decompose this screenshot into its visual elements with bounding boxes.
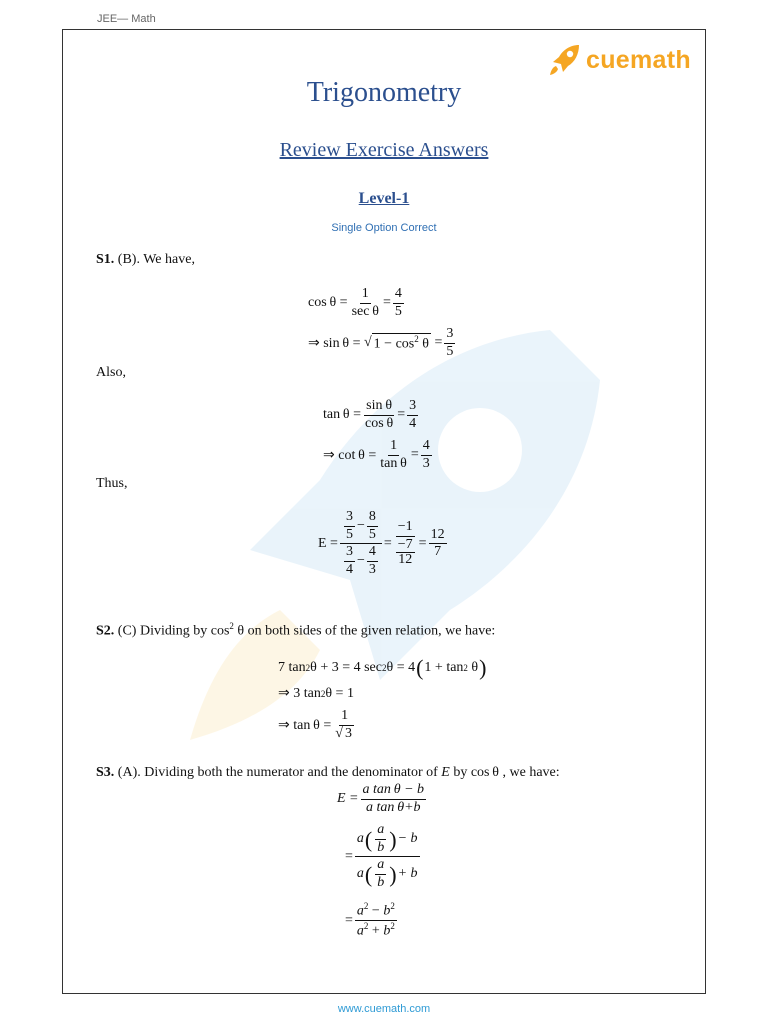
s1-thus: Thus,: [96, 476, 128, 491]
rocket-logo-icon: [546, 42, 582, 78]
s2-eq-tan: ⇒ tan θ = $\frac{1}{√ 3}$: [278, 708, 352, 741]
section-subtitle: Review Exercise Answers: [279, 139, 489, 161]
cuemath-logo: cuemath: [546, 42, 691, 78]
footer-url: www.cuemath.com: [337, 1003, 431, 1015]
s1-eq-E: E = 3 5 − $\frac{8}{5}$ 3 4 − $\frac{4}{3}$ = −1 −7 12 = $\frac{12}{7}$: [318, 509, 445, 578]
running-header: JEE— Math: [97, 13, 156, 25]
s3-eq-ab: = a ( a b ) − b a ( a b ) + b: [345, 822, 418, 891]
page-title: Trigonometry: [306, 77, 462, 108]
s1-intro: S1. (B). We have,: [96, 252, 195, 267]
s3-eq-E: E = $\frac{\text{a tan θ − b}}{\text{a tan θ+b}}$: [337, 782, 425, 815]
s1-eq-sin: ⇒ sin θ = √ $1 - \cos^2 \theta$ = $\frac{3}{5}$: [308, 326, 454, 359]
s2-eq-main: 7 tan 2 θ + 3 = 4 sec 2 θ = 4 ( 1 + tan 2 θ ): [278, 655, 487, 680]
s3-eq-result: = $\frac{a^2 - b^2}{a^2 + b^2}$: [345, 901, 395, 939]
level-heading: Level-1: [358, 190, 410, 207]
s3-intro: S3. (A). Dividing both the numerator and the denominator of E by cos θ , we have:: [96, 765, 560, 780]
s1-eq-cos: cos θ = 1 sec θ = $\frac{4}{5}$: [308, 286, 402, 319]
s1-eq-tan: tan θ = $\frac{\text{sin θ}}{\text{cos θ}}$ = $\frac{3}{4}$: [323, 398, 417, 431]
s1-eq-cot: ⇒ cot θ = $\frac{1}{\text{tan θ}}$ = $\frac{4}{3}$: [323, 438, 430, 471]
s1-also: Also,: [96, 365, 126, 380]
s2-eq-3tan: ⇒ 3 tan 2 θ = 1: [278, 685, 354, 701]
option-type-label: Single Option Correct: [331, 222, 437, 234]
s2-intro: S2. (C) Dividing by $\cos^2 \theta$ on both sides of the given relation, we have:: [96, 621, 496, 639]
